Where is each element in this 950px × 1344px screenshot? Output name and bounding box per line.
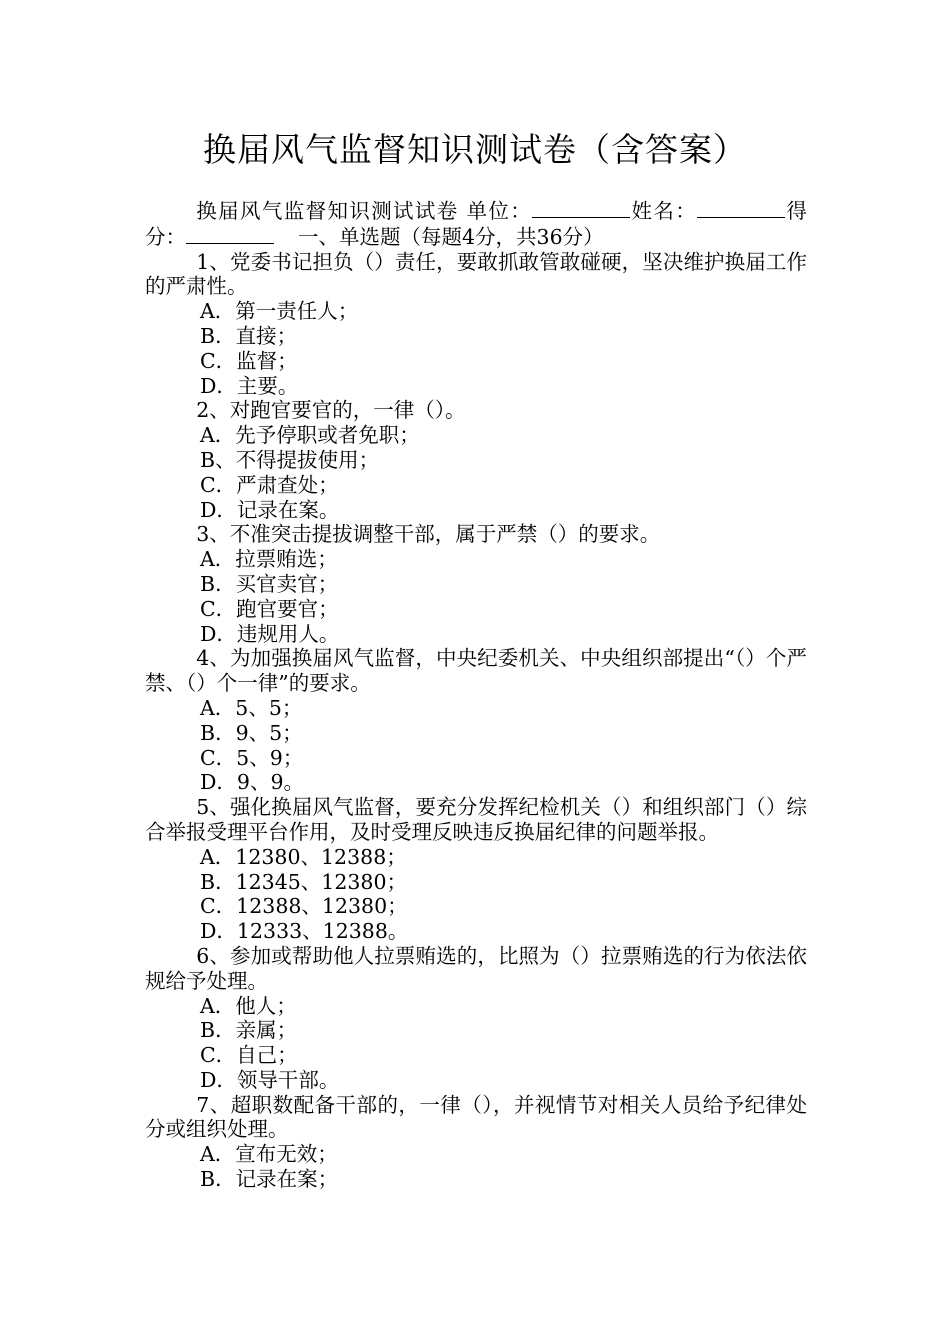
answer-option: A．5、5； — [200, 695, 303, 720]
name-label: 姓名： — [630, 199, 698, 223]
question-stem: 1、党委书记担负（）责任，要敢抓敢管敢碰硬，坚决维护换届工作的严肃性。 — [145, 249, 807, 299]
answer-option: B．记录在案； — [200, 1167, 339, 1192]
question-stem: 3、不准突击提拔调整干部，属于严禁（）的要求。 — [196, 522, 661, 547]
answer-option: A．拉票贿选； — [200, 547, 338, 572]
question-list — [145, 250, 807, 1192]
answer-option: D．主要。 — [200, 373, 299, 398]
document-body — [145, 198, 807, 1192]
unit-blank — [532, 198, 630, 218]
question-stem: 2、对跑官要官的，一律（）。 — [196, 398, 466, 423]
name-blank — [697, 198, 785, 218]
answer-option: D．12333、12388。 — [200, 919, 409, 944]
answer-option: C．5、9； — [200, 745, 304, 770]
answer-option: A．第一责任人； — [200, 299, 359, 324]
answer-option: A．先予停职或者免职； — [200, 423, 420, 448]
exam-name: 换届风气监督知识测试试卷 — [196, 199, 459, 223]
answer-option: C．监督； — [200, 348, 298, 373]
question-stem: 7、超职数配备干部的，一律（），并视情节对相关人员给予纪律处分或组织处理。 — [145, 1092, 807, 1142]
answer-option: C．自己； — [200, 1043, 298, 1068]
answer-option: D．违规用人。 — [200, 621, 340, 646]
answer-option: D．领导干部。 — [200, 1067, 340, 1092]
answer-option: B．亲属； — [200, 1018, 298, 1043]
answer-option: A．12380、12388； — [200, 844, 407, 869]
answer-option: A．他人； — [200, 993, 297, 1018]
answer-option: C．严肃查处； — [200, 472, 339, 497]
answer-option: B．直接； — [200, 323, 298, 348]
answer-option: B、不得提拔使用； — [200, 447, 380, 472]
answer-option: B．买官卖官； — [200, 571, 339, 596]
answer-option: B．12345、12380； — [200, 869, 407, 894]
answer-option: D．9、9。 — [200, 770, 305, 795]
score-blank — [186, 224, 274, 244]
answer-option: C．12388、12380； — [200, 894, 408, 919]
answer-option: B．9、5； — [200, 720, 303, 745]
section-heading: 一、单选题（每题4分，共36分） — [298, 224, 604, 249]
answer-option: D．记录在案。 — [200, 497, 340, 522]
question-stem: 4、为加强换届风气监督，中央纪委机关、中央组织部提出“（）个严禁、（）个一律”的要求。 — [145, 646, 807, 696]
question-stem: 6、参加或帮助他人拉票贿选的，比照为（）拉票贿选的行为依法依规给予处理。 — [145, 943, 807, 993]
question-stem: 5、强化换届风气监督，要充分发挥纪检机关（）和组织部门（）综合举报受理平台作用，及时受理反映违反换届纪律的问题举报。 — [145, 795, 807, 844]
answer-option: A．宣布无效； — [200, 1142, 338, 1167]
document-title: 换届风气监督知识测试卷（含答案） — [203, 130, 747, 169]
unit-label: 单位： — [466, 199, 533, 223]
exam-header — [145, 198, 807, 250]
score-label: 得分： — [145, 199, 808, 249]
answer-option: C．跑官要官； — [200, 596, 339, 621]
